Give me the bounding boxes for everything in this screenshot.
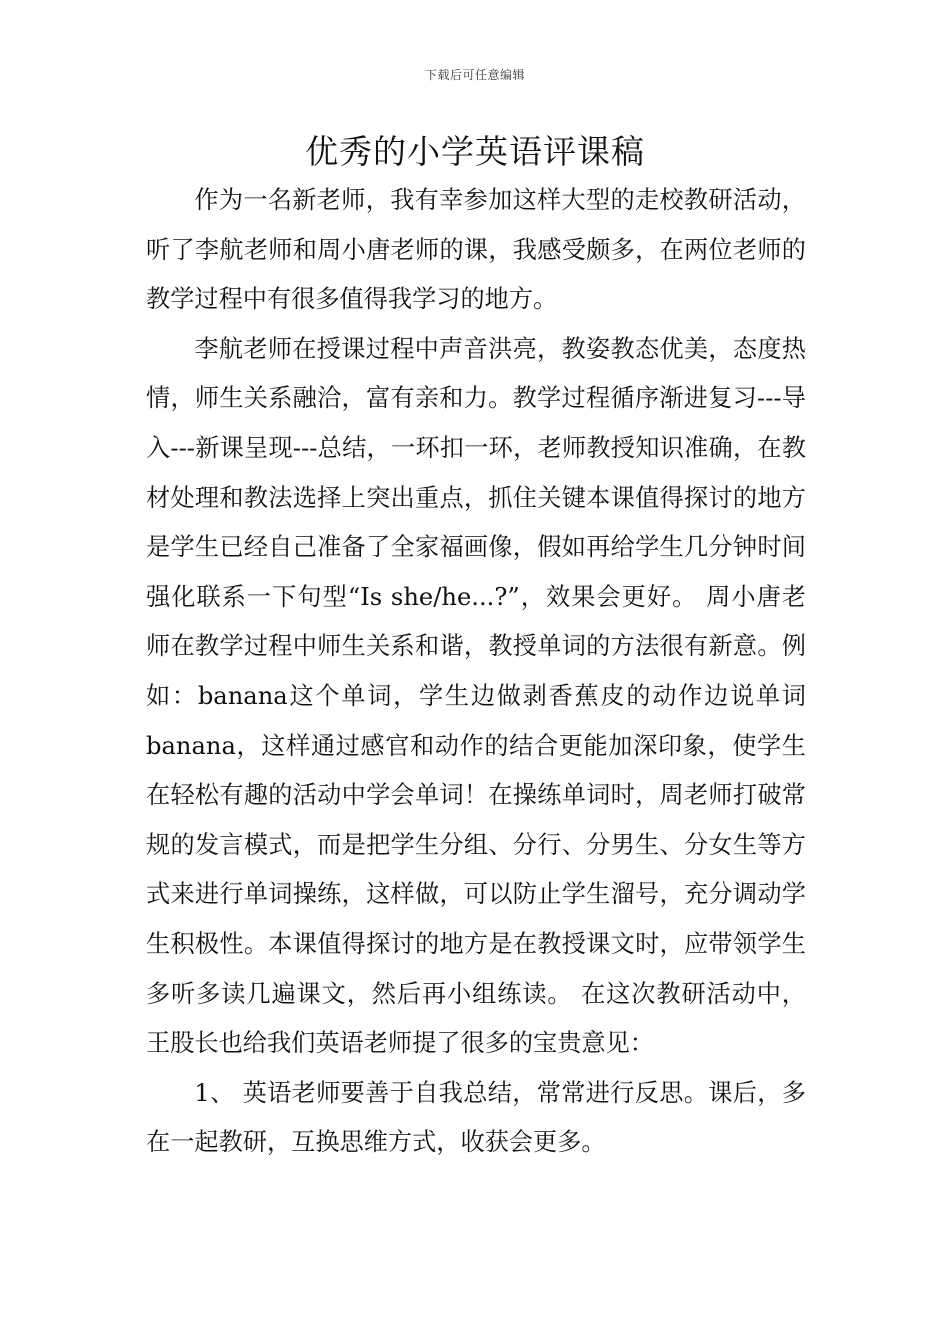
paragraph-suggestion-1: 1、 英语老师要善于自我总结，常常进行反思。课后，多在一起教研，互换思维方式，收获会更多。 [146, 1078, 806, 1157]
document-title: 优秀的小学英语评课稿 [305, 132, 645, 171]
header-note: 下载后可任意编辑 [424, 68, 525, 82]
paragraph-intro: 作为一名新老师，我有幸参加这样大型的走校教研活动，听了李航老师和周小唐老师的课，我感受颇多，在两位老师的教学过程中有很多值得我学习的地方。 [146, 186, 806, 314]
paragraph-review: 李航老师在授课过程中声音洪亮，教姿教态优美，态度热情，师生关系融洽，富有亲和力。教学过程循序渐进复习---导入---新课呈现---总结，一环扣一环，老师教授知识准确，在教材处理和教法选择上突出重点，抓住关键本课值得探讨的地方是学生已经自己准备了全家福画像，假如再给学生几分钟时间强化联系一下句型“Is she/he...?”，效果会更好。 周小唐老师在教学过程中师生关系和谐，教授单词的方法很有新意。例如：banana这个单词，学生边做剥香蕉皮的动作边说单词banana，这样通过感官和动作的结合更能加深印象，使学生在轻松有趣的活动中学会单词！在操练单词时，周老师打破常规的发言模式，而是把学生分组、分行、分男生、分女生等方式来进行单词操练，这样做，可以防止学生溜号，充分调动学生积极性。本课值得探讨的地方是在教授课文时，应带领学生多听多读几遍课文，然后再小组练读。 在这次教研活动中，王股长也给我们英语老师提了很多的宝贵意见： [146, 334, 806, 1058]
document-body [146, 176, 806, 1168]
